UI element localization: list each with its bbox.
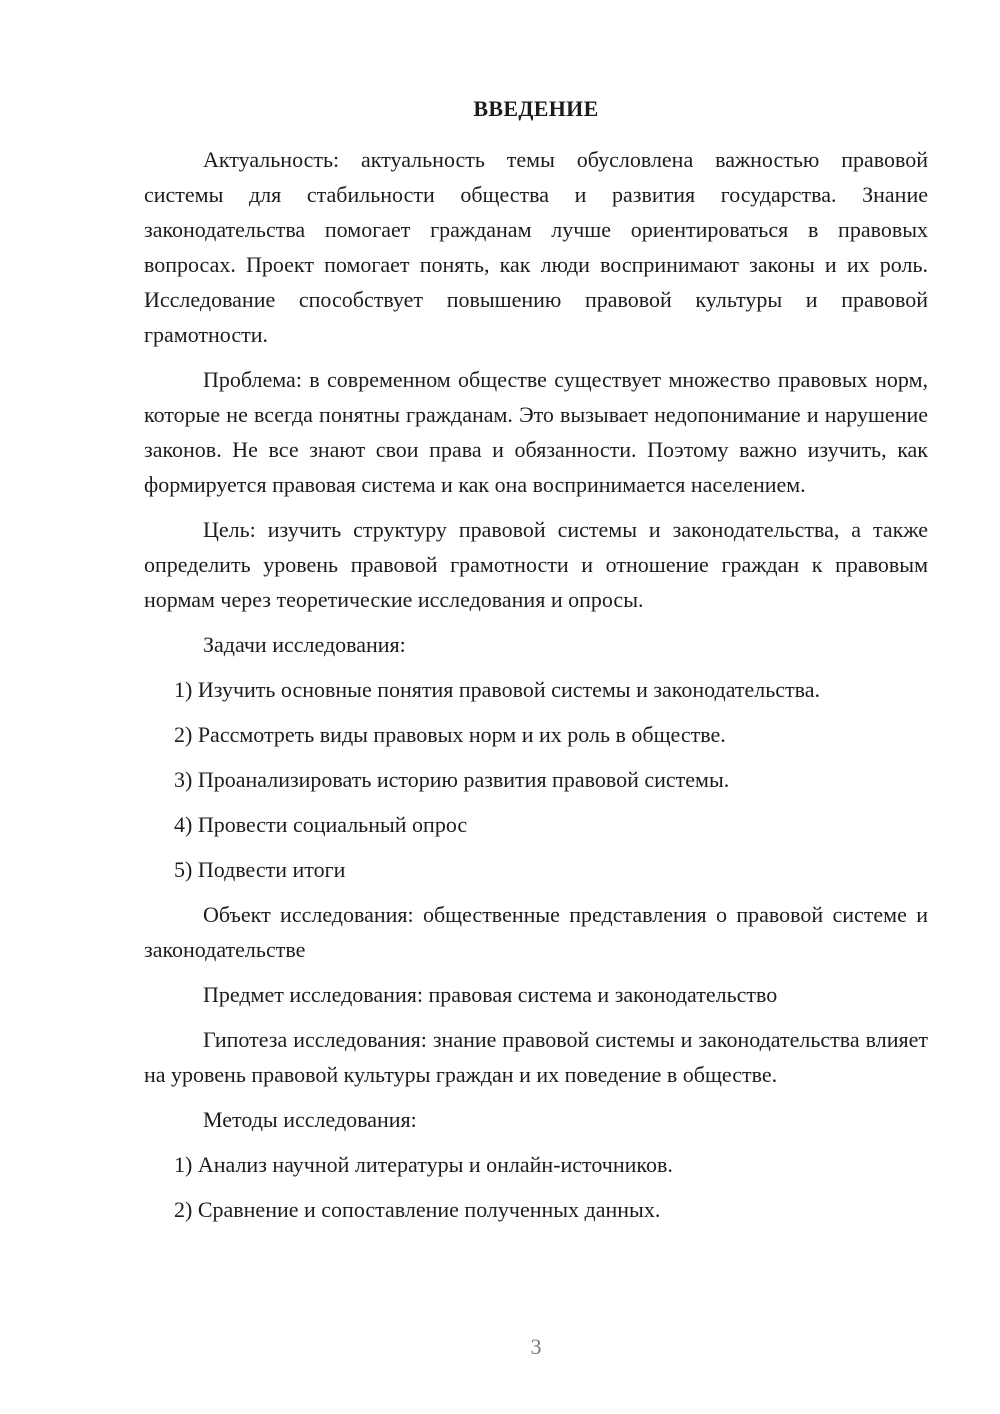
paragraph-hypothesis: Гипотеза исследования: знание правовой системы и законодательства влияет на уровень правовой культуры граждан и их поведение в обществе. [144, 1027, 928, 1087]
document-body [144, 142, 928, 1237]
list-item: 4) Провести социальный опрос [174, 812, 468, 837]
page-number: 3 [530, 1334, 542, 1359]
paragraph-subject: Предмет исследования: правовая система и законодательство [203, 982, 778, 1007]
paragraph-problem: Проблема: в современном обществе существует множество правовых норм, которые не всегда понятны гражданам. Это вызывает недопонимание и нарушение законов. Не все знают свои права и обязанности. Поэтому важно изучить, как формируется правовая система и как она воспринимается населением. [144, 367, 928, 497]
page-title: ВВЕДЕНИЕ [473, 96, 599, 121]
list-item: 5) Подвести итоги [174, 857, 346, 882]
tasks-heading: Задачи исследования: [203, 632, 406, 657]
list-item: 1) Анализ научной литературы и онлайн-источников. [174, 1152, 673, 1177]
paragraph-goal: Цель: изучить структуру правовой системы и законодательства, а также определить уровень правовой грамотности и отношение граждан к правовым нормам через теоретические исследования и опросы. [144, 517, 928, 612]
methods-heading: Методы исследования: [203, 1107, 417, 1132]
tasks-list [144, 672, 928, 887]
list-item: 3) Проанализировать историю развития правовой системы. [174, 767, 730, 792]
list-item: 2) Рассмотреть виды правовых норм и их роль в обществе. [174, 722, 726, 747]
paragraph-object: Объект исследования: общественные представления о правовой системе и законодательстве [144, 902, 928, 962]
list-item: 2) Сравнение и сопоставление полученных данных. [174, 1197, 661, 1222]
list-item: 1) Изучить основные понятия правовой системы и законодательства. [174, 677, 821, 702]
methods-list [144, 1147, 928, 1227]
paragraph-relevance: Актуальность: актуальность темы обусловлена важностью правовой системы для стабильности общества и развития государства. Знание законодательства помогает гражданам лучше ориентироваться в правовых вопросах. Проект помогает понять, как люди воспринимают законы и их роль. Исследование способствует повышению правовой культуры и правовой грамотности. [144, 147, 928, 347]
